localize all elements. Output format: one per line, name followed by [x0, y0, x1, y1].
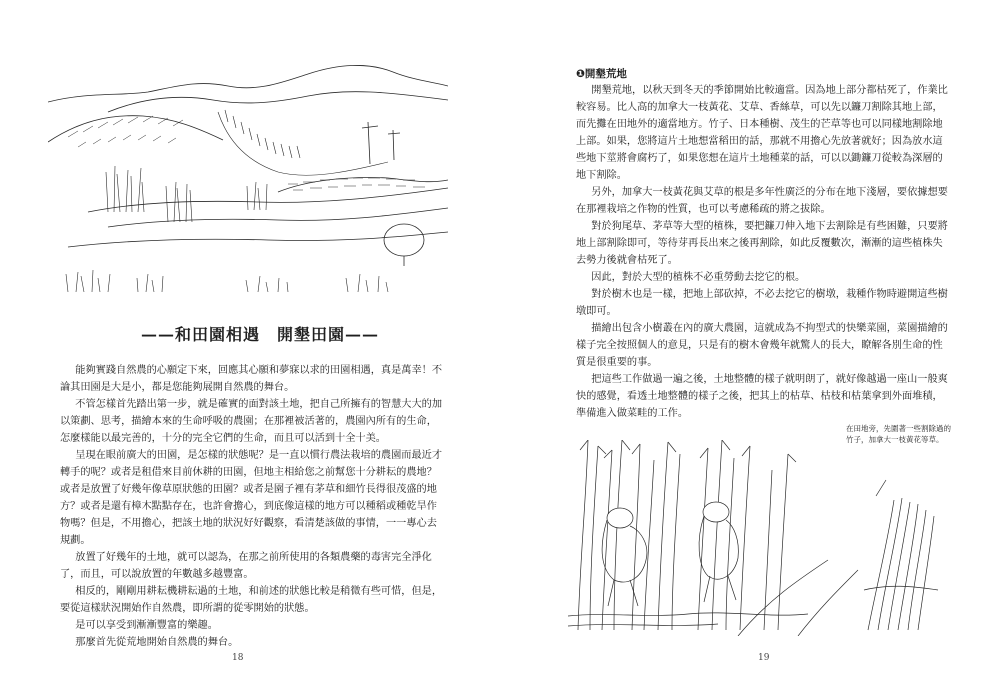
paragraph: 描繪出包含小樹叢在內的廣大農園，這就成為不拘型式的快樂菜園，菜園描繪的樣子完全按照個人的意見，只是有的樹木會幾年就驚人的長大，瞭解各別生命的性質是很重要的事。 [576, 323, 948, 368]
paragraph: 不管怎樣首先踏出第一步，就是確實的面對該土地，把自己所擁有的智慧大大的加以策劃、思考，描繪本來的生命呼吸的農園；在那裡被活著的，農園內所有的生命，怎麼樣能以最完善的，十分的完全它們的生命，而且可以活到十全十美。 [60, 399, 443, 444]
workers-clearing-illustration [568, 440, 960, 636]
paragraph: 呈現在眼前廣大的田園，是怎樣的狀態呢？是一直以慣行農法栽培的農園而最近才轉手的呢？或者是租借來目前休耕的田園，但地主相給您之前幫您十分耕耘的農地？或者是放置了好幾年像草原狀態的田園？或者是園子裡有茅草和細竹長得很茂盛的地方？或者是還有樟木點點存在，也許會擔心，到底像這樣的地方可以種稻或種乾旱作物嗎？但是，不用擔心，把該土地的狀況好好觀察，看清楚該做的事情，一一專心去規劃。 [60, 450, 443, 546]
right-body-text [576, 82, 948, 422]
paragraph: 因此，對於大型的植株不必重勞動去挖它的根。 [591, 272, 806, 283]
paragraph: 對於狗尾草、茅草等大型的植株，要把鐮刀伸入地下去割除是有些困難，只要將地上部割除即可，等待芽再長出來之後再割除，如此反覆數次，漸漸的這些植株失去勢力後就會枯死了。 [576, 221, 948, 266]
paragraph: 是可以享受到漸漸豐富的樂趣。 [75, 620, 218, 631]
paragraph: 那麼首先從荒地開始自然農的舞台。 [75, 637, 239, 648]
illustration-caption: 在田地旁，先圍著一些割除過的竹子，加拿大一枝黃花等草。 [846, 424, 951, 444]
page-number-right: 19 [758, 653, 770, 663]
paragraph: 對於樹木也是一樣，把地上部砍掉，不必去挖它的樹墩，栽種作物時避開這些樹墩即可。 [576, 289, 948, 317]
paragraph: 放置了好幾年的土地，就可以認為，在那之前所使用的各類農藥的毒害完全淨化了，而且，可以說放置的年數越多越豐富。 [60, 552, 432, 580]
left-body-text [60, 362, 444, 651]
chapter-heading: ——和田園相遇 開墾田園—— [140, 325, 379, 344]
section-title: ❶開墾荒地 [576, 68, 627, 80]
paragraph: 相反的，剛剛用耕耘機耕耘過的土地，和前述的狀態比較是稍微有些可惜，但是，要從這樣狀況開始作自然農，即所謂的從零開始的狀態。 [60, 586, 443, 614]
paragraph: 把這些工作做過一遍之後，土地整體的樣子就明朗了，就好像越過一座山一般爽快的感覺，看透土地整體的樣子之後，把其上的枯草、枯枝和枯葉拿到外面堆積，準備進入做菜畦的工作。 [576, 374, 948, 419]
paragraph: 開墾荒地，以秋天到冬天的季節開始比較適當。因為地上部分都枯死了，作業比較容易。比人高的加拿大一枝黃花、艾草、香絲草，可以先以鐮刀割除其地上部，而先攤在田地外的適當地方。竹子、日本種樹、茂生的芒草等也可以同樣地割除地上部。如果，您將這片土地想當稻田的話，那就不用擔心先放著就好；因為放水這些地下莖將會腐朽了，如果您想在這片土地種菜的話，可以以鋤鐮刀從較為深層的地下割除。 [576, 85, 948, 181]
paragraph: 另外，加拿大一枝黃花與艾草的根是多年性廣泛的分布在地下淺層，要依據想要在那裡栽培之作物的性質，也可以考慮稀疏的將之拔除。 [576, 187, 948, 215]
page-number-left: 18 [232, 653, 244, 663]
landscape-illustration [48, 52, 448, 300]
paragraph: 能夠實踐自然農的心願定下來，回應其心願和夢寐以求的田園相遇，真是萬幸！不論其田園是大是小，都是您能夠展開自然農的舞台。 [60, 365, 443, 393]
